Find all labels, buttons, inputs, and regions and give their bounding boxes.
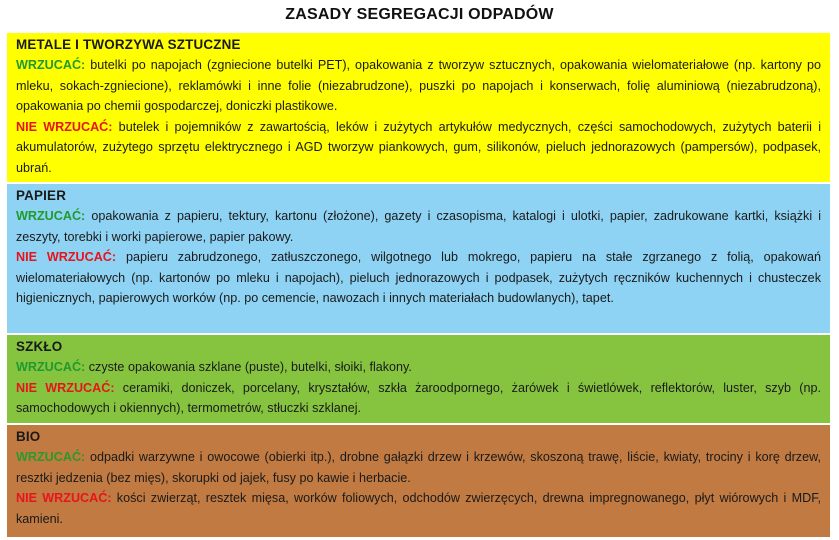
- section-heading: SZKŁO: [16, 339, 63, 354]
- forbidden-label: NIE WRZUCAĆ:: [16, 250, 117, 265]
- section-heading: METALE I TWORZYWA SZTUCZNE: [16, 37, 241, 52]
- allowed-text: opakowania z papieru, tektury, kartonu (złożone), gazety i czasopisma, katalogi i ulotki, papier, zadrukowane kartki, książki i zeszyty, torebki i worki papierowe, papier pakowy.: [16, 209, 821, 244]
- forbidden-text: papieru zabrudzonego, zatłuszczonego, wilgotnego lub mokrego, papieru na stałe zgrzanego z folią, opakowań wielomateriałowych (np. kartonów po mleku i napojach), pieluch jednorazowych i podpasek, zużytych ręczników kuchennych i chusteczek higienicznych, papierowych worków (np. po cemencie, nawozach i innych materiałach budowlanych), tapet.: [16, 250, 821, 306]
- allowed-text: czyste opakowania szklane (puste), butelki, słoiki, flakony.: [85, 360, 412, 374]
- section-paper: [7, 184, 830, 333]
- forbidden-paragraph: [16, 378, 821, 419]
- section-heading: BIO: [16, 429, 41, 444]
- forbidden-label: NIE WRZUCAĆ:: [16, 119, 113, 134]
- allowed-paragraph: [16, 55, 821, 117]
- allowed-paragraph: [16, 357, 821, 378]
- forbidden-text: butelek i pojemników z zawartością, leków i zużytych artykułów medycznych, części samochodowych, zużytych baterii i akumulatorów, zużytego sprzętu elektrycznego i AGD tworzyw piankowych, gum, silikonów, pieluch jednorazowych (pampersów), podpasek, ubrań.: [16, 119, 821, 175]
- section-metal-plastics: [7, 33, 830, 182]
- allowed-text: odpadki warzywne i owocowe (obierki itp.), drobne gałązki drzew i krzewów, skoszoną trawę, liście, kwiaty, trociny i korę drzew, resztki jedzenia (bez mięs), skorupki od jajek, fusy po kawie i herbacie.: [16, 450, 821, 485]
- allowed-label: WRZUCAĆ:: [16, 450, 86, 464]
- allowed-label: WRZUCAĆ:: [16, 58, 86, 72]
- forbidden-paragraph: [16, 488, 821, 529]
- forbidden-text: ceramiki, doniczek, porcelany, kryształów, szkła żaroodpornego, żarówek i świetlówek, reflektorów, luster, szyb (np. samochodowych i okiennych), termometrów, stłuczki szklanej.: [16, 380, 821, 416]
- page-title: ZASADY SEGREGACJI ODPADÓW: [285, 6, 554, 23]
- allowed-paragraph: [16, 206, 821, 247]
- forbidden-label: NIE WRZUCAĆ:: [16, 491, 112, 506]
- section-heading: PAPIER: [16, 188, 67, 203]
- allowed-text: butelki po napojach (zgniecione butelki PET), opakowania z tworzyw sztucznych, opakowania wielomateriałowe (np. kartony po mleku, sokach-zgniecione), reklamówki i inne folie (niezabrudzone), puszki po napojach i konserwach, folię aluminiową (niezabrudzoną), opakowania po chemii gospodarczej, doniczki plastikowe.: [16, 58, 821, 114]
- forbidden-paragraph: [16, 247, 821, 309]
- allowed-label: WRZUCAĆ:: [16, 209, 86, 223]
- forbidden-label: NIE WRZUCAĆ:: [16, 380, 115, 395]
- section-bio: [7, 425, 830, 537]
- allowed-paragraph: [16, 447, 821, 488]
- allowed-label: WRZUCAĆ:: [16, 360, 86, 374]
- section-glass: [7, 335, 830, 423]
- forbidden-paragraph: [16, 117, 821, 179]
- forbidden-text: kości zwierząt, resztek mięsa, worków foliowych, odchodów zwierzęcych, drewna impregnowanego, płyt wiórowych i MDF, kamieni.: [16, 491, 821, 526]
